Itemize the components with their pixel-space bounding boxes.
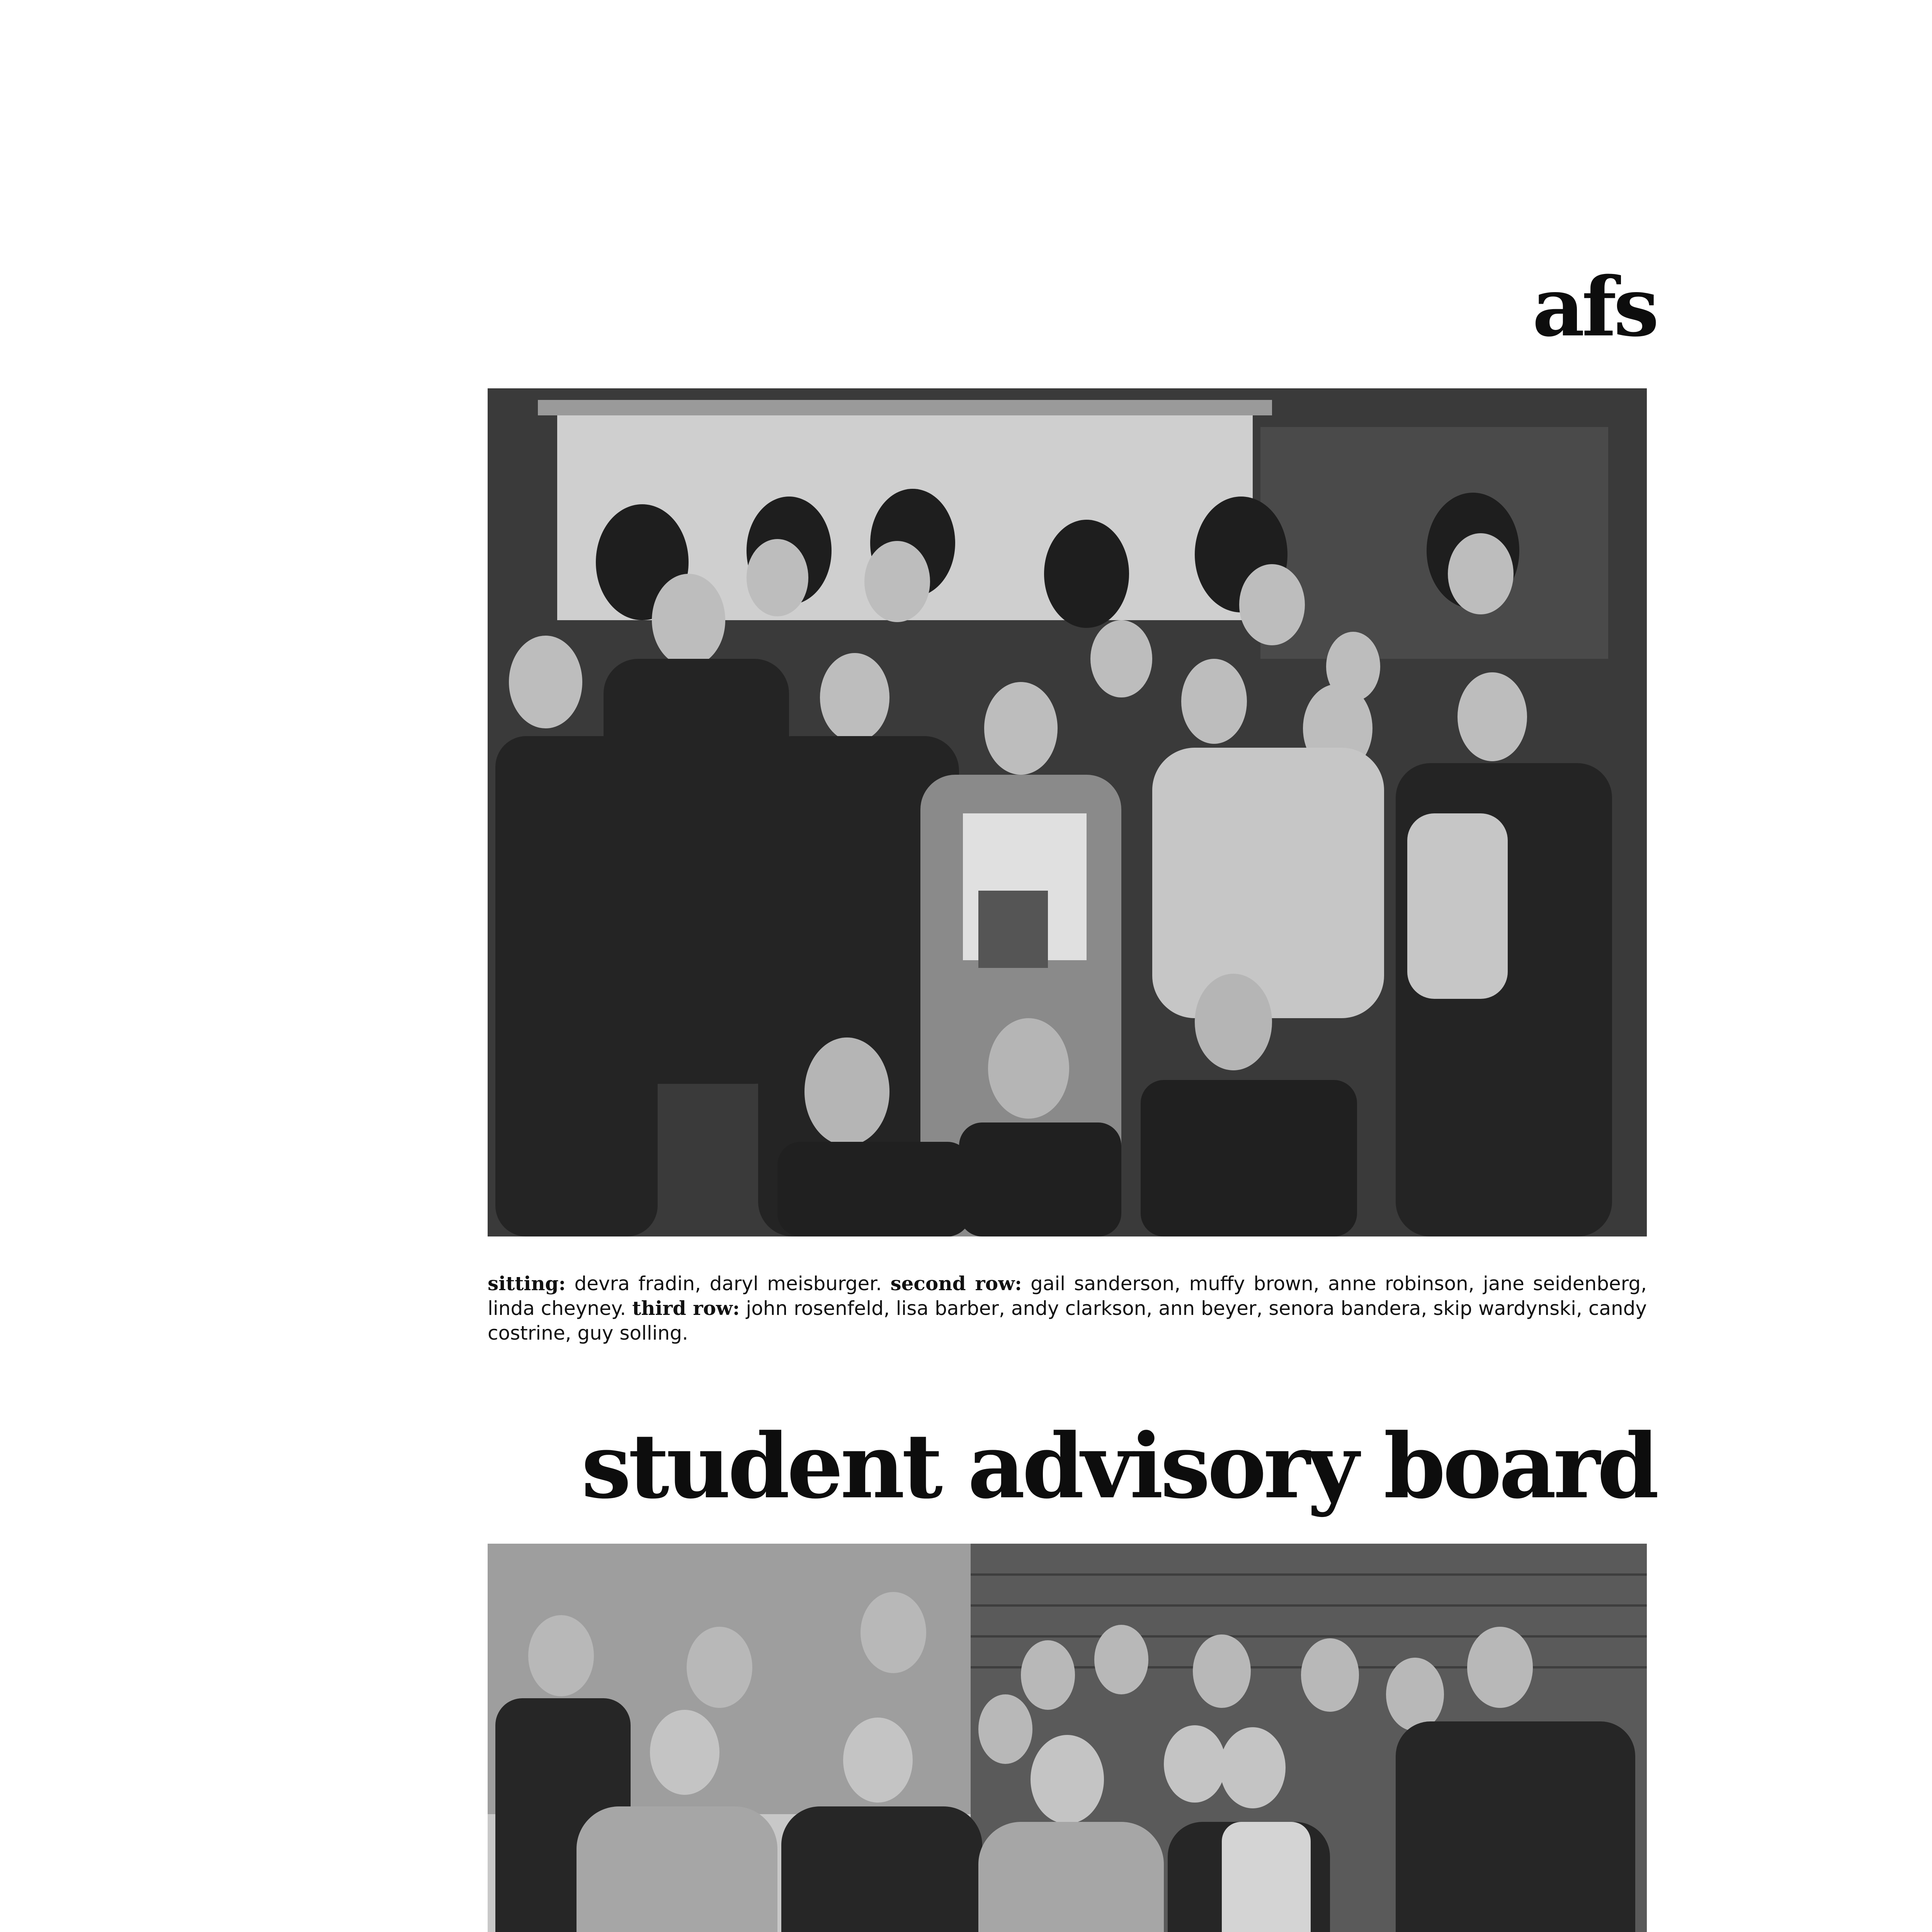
caption-text-sitting: devra fradin, daryl meisburger. [566, 1272, 891, 1295]
caption-label-second-row: second row: [890, 1272, 1022, 1295]
caption-text-third-row: john rosenfeld, lisa barber, andy clarkson, ann beyer, senora bandera, skip wardynski, candy costrine, guy solling. [488, 1297, 1647, 1344]
sab-photo-image [488, 1544, 1647, 1932]
student-advisory-board-group-photo [488, 1544, 1647, 1932]
afs-photo-image [488, 388, 1647, 1236]
student-advisory-board-title: student advisory board [581, 1414, 1656, 1519]
caption-label-sitting: sitting: [488, 1272, 566, 1295]
caption-text-second-row: gail sanderson, muffy brown, anne robinson, jane seidenberg, linda cheyney. [488, 1272, 1647, 1320]
afs-title: afs [1532, 259, 1656, 355]
caption-label-third-row: third row: [632, 1297, 740, 1320]
afs-caption [488, 1271, 1647, 1345]
afs-group-photo [488, 388, 1647, 1236]
